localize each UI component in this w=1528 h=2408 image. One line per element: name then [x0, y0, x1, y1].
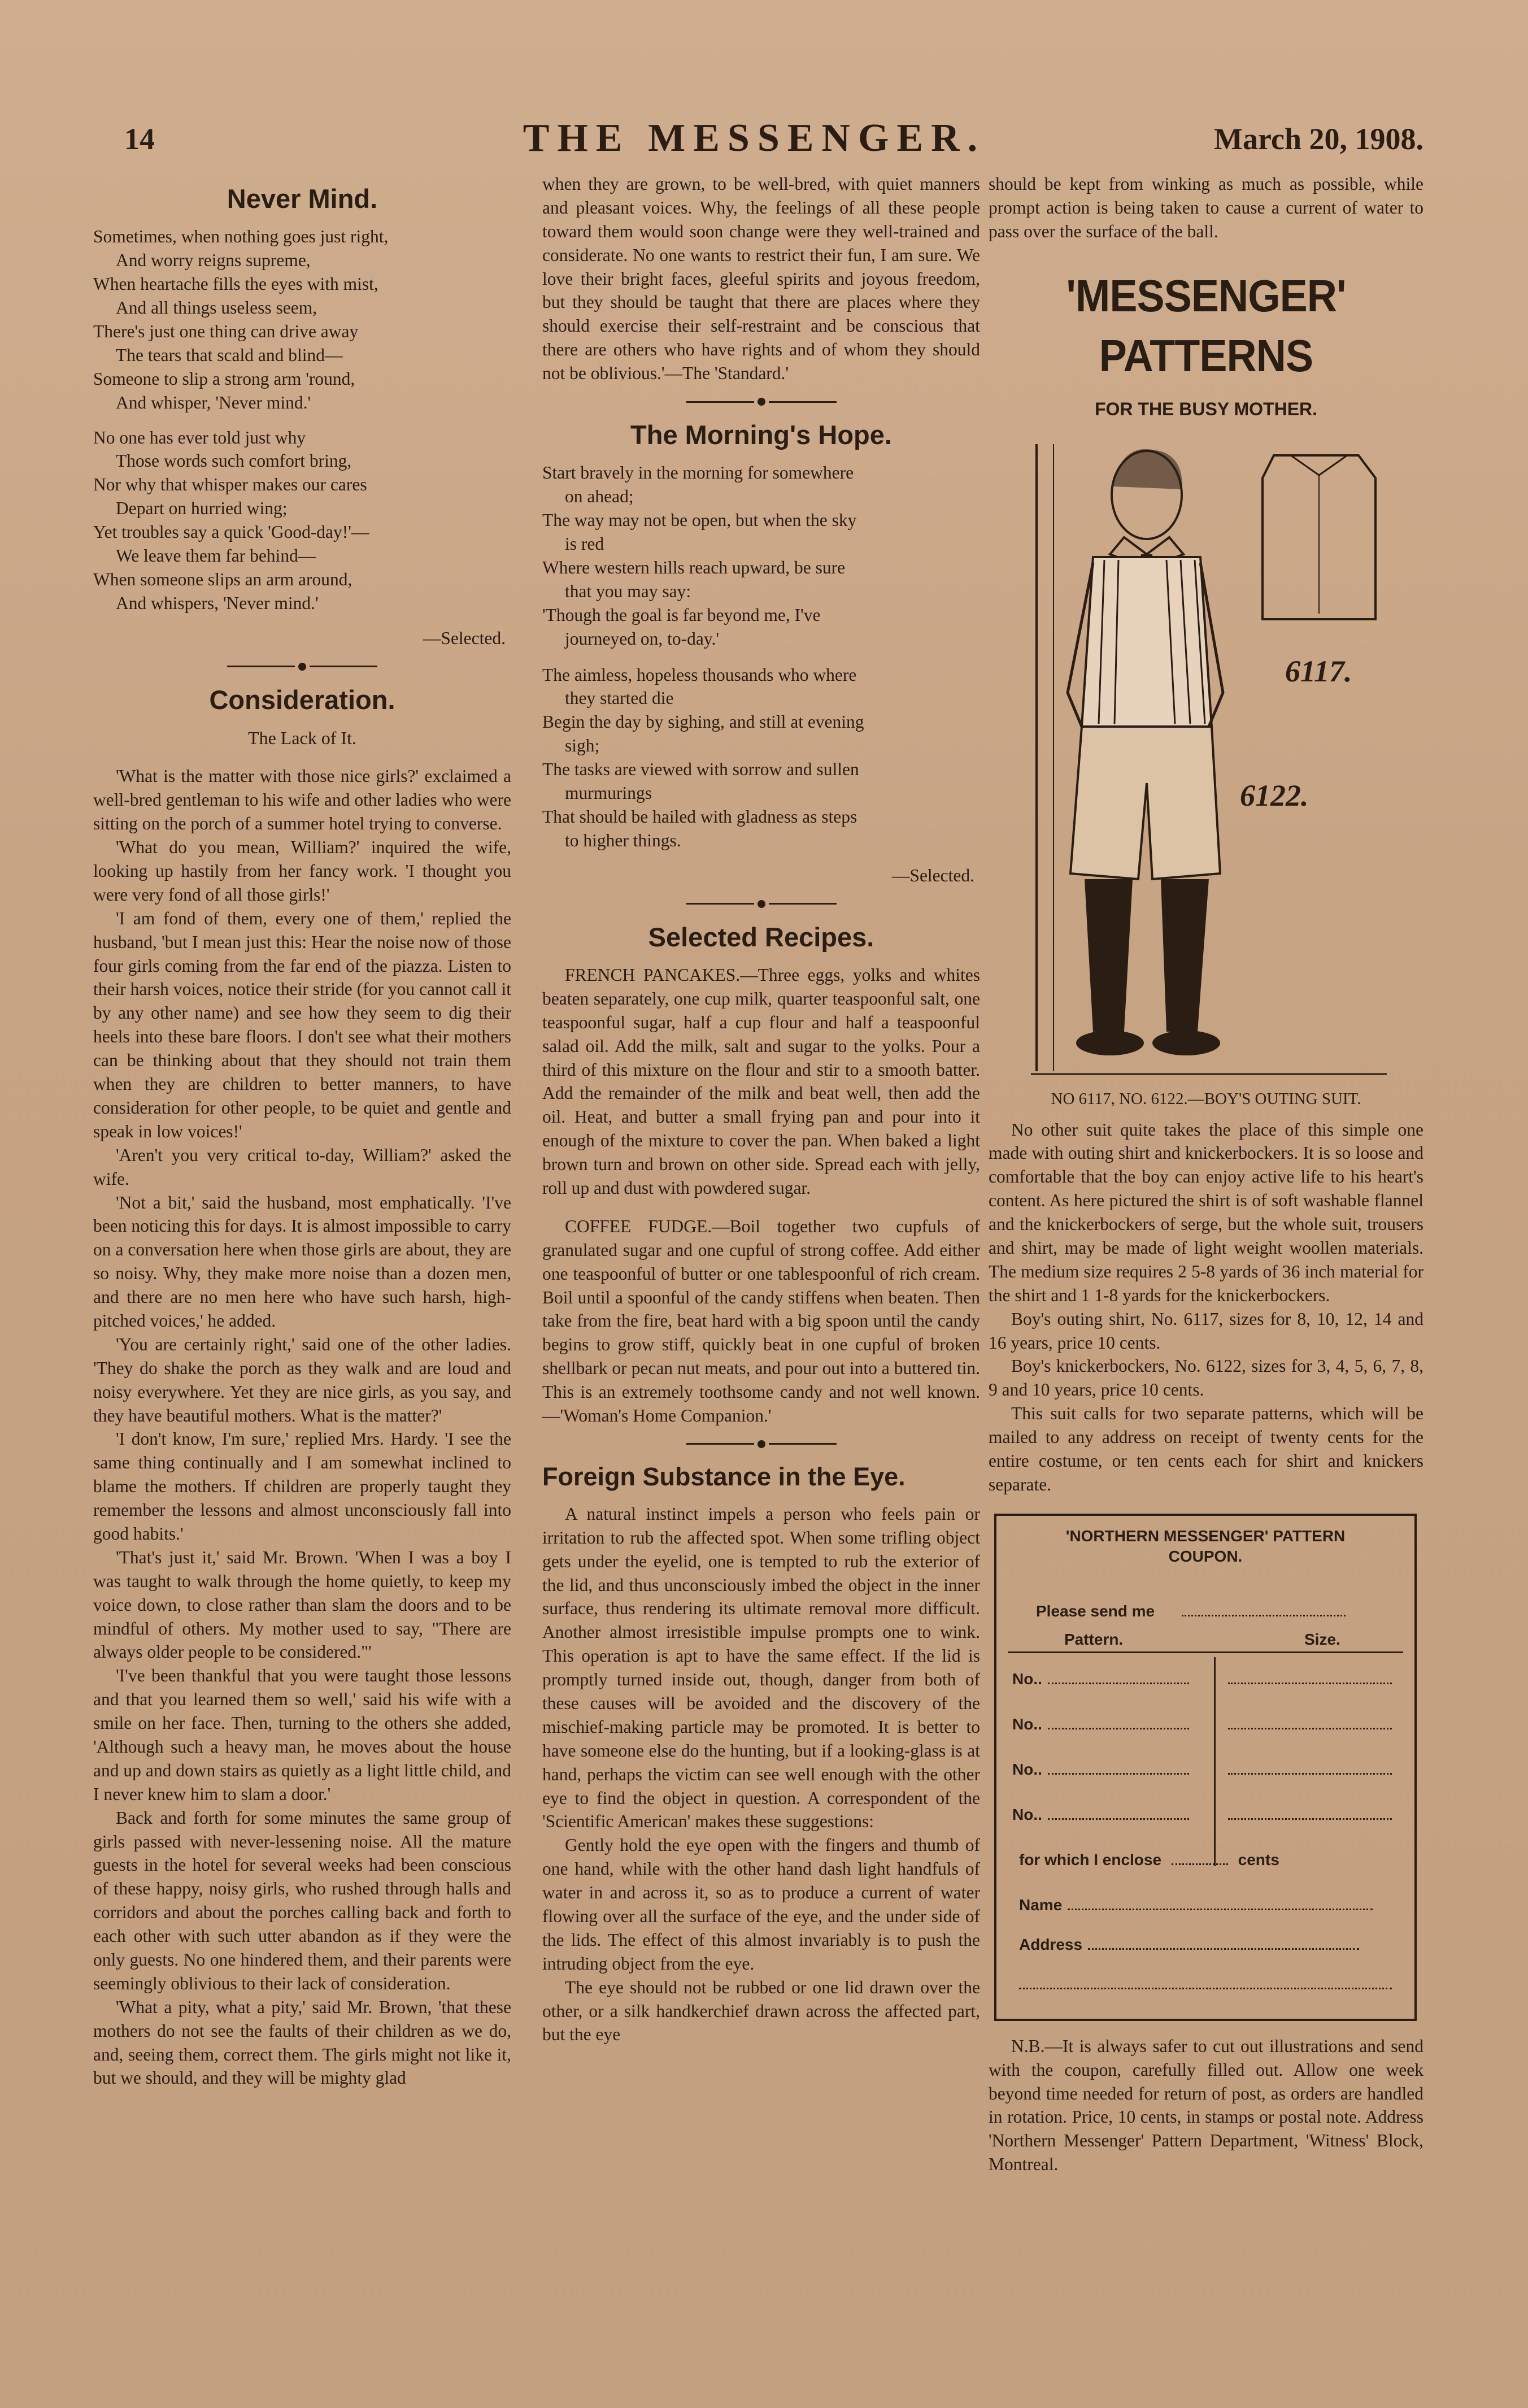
- page-number: 14: [124, 122, 155, 156]
- coupon-enclose-line[interactable]: for which I enclose cents: [1019, 1850, 1279, 1868]
- column-1: [93, 175, 511, 2090]
- poem-line: And whispers, 'Never mind.': [116, 593, 319, 613]
- poem-line: Begin the day by sighing, and still at evening: [542, 712, 864, 732]
- paragraph: 'You are certainly right,' said one of the other ladies. 'They do shake the porch as they walk and are loud and noisy everywhere. Yet they are nice girls, as you say, and they have beautiful mothers. What is the matter?': [93, 1334, 511, 1425]
- coupon-address-line-2[interactable]: [1019, 1974, 1392, 1994]
- pattern-coupon[interactable]: [994, 1514, 1417, 2021]
- paragraph: Gently hold the eye open with the fingers and thumb of one hand, while with the other hand dash light handfuls of water in and across it, so as to produce a current of water flowing over all the surface of the eye, and the under side of the lids. The effect of this almost invariably is to push the intruding object from the eye.: [542, 1835, 980, 1974]
- poem-line: is red: [565, 534, 604, 554]
- poem-line: Where western hills reach upward, be sure: [542, 557, 846, 577]
- paragraph-continued: should be kept from winking as much as possible, while prompt action is being taken to cause a current of water to pass over the surface of the ball.: [989, 174, 1423, 241]
- poem-line: Someone to slip a strong arm 'round,: [93, 368, 355, 389]
- paragraph-continued: when they are grown, to be well-bred, with quiet manners and pleasant voices. Why, the feelings of all these people toward them would soon change were they well-trained and considerate. No one wants to restrict their fun, I am sure. We love their bright faces, gleeful spirits and joyous freedom, but they should be taught that there are places where they should exercise their self-restraint and be conscious that there are others who have rights and of whom they should not be oblivious.'—The 'Standard.': [542, 174, 980, 384]
- poem-line: Nor why that whisper makes our cares: [93, 475, 367, 495]
- poem-line: Sometimes, when nothing goes just right,: [93, 227, 389, 247]
- coupon-column-divider: [1214, 1657, 1216, 1866]
- patterns-heading: 'MESSENGER' PATTERNS: [1066, 270, 1346, 381]
- poem-line: Start bravely in the morning for somewhere: [542, 463, 854, 483]
- column-3: [989, 172, 1423, 2176]
- recipe-paragraph: FRENCH PANCAKES.—Three eggs, yolks and whites beaten separately, one cup milk, quarter teaspoonful salt, one teaspoonful sugar, half a cup flour and half a teaspoonful salad oil. Add the milk, salt and sugar to the yolks. Pour a third of this mixture on the flour and stir to a smooth batter. Add the remainder of the milk and beat well, then add the oil. Heat, and butter a small frying pan and pour into it enough of the mixture to cover the pan. When baked a light brown turn and brown on other side. Spread each with jelly, roll up and dust with powdered sugar.: [542, 964, 980, 1198]
- illustration-caption: NO 6117, NO. 6122.—BOY'S OUTING SUIT.: [1051, 1090, 1361, 1108]
- paragraph: No other suit quite takes the place of this simple one made with outing shirt and knickerbockers. It is so loose and comfortable that the boy can enjoy active life to his heart's content. As here pictured the shirt is of soft washable flannel and the knickerbockers of serge, but the whole suit, trousers and shirt, may be made of light weight woollen materials. The medium size requires 2 5-8 yards of 36 inch material for the shirt and 1 1-8 yards for the knickerbockers.: [989, 1119, 1423, 1305]
- poem-line: There's just one thing can drive away: [93, 321, 359, 341]
- article-title-consideration: Consideration.: [209, 684, 395, 715]
- paragraph: 'I've been thankful that you were taught those lessons and that you learned them so well,' said his wife with a smile on her face. Then, turning to the others she added, 'Although such a heavy man, he moves about the house and up and down stairs as quietly as a light little child, and I never knew him to slam a door.': [93, 1666, 511, 1804]
- poem-line: on ahead;: [565, 486, 634, 507]
- poem-line: sigh;: [565, 736, 600, 756]
- poem-line: they started die: [565, 688, 674, 709]
- paragraph: A natural instinct impels a person who feels pain or irritation to rub the affected spot. When some trifling object gets under the eyelid, one is tempted to rub the exterior of the lid, and thus unconsciously imbed the object in the inner surface, thus rendering its ultimate removal more difficult. Another almost irresistible impulse prompts one to wink. This operation is apt to have the same effect. If the lid is promptly turned inside out, though, danger from both of these causes will be avoided and the discovery of the mischief-making particle may be promoted. It is better to have someone else do the hunting, but if a looking-glass is at hand, perhaps the victim can see well enough with the other eye to find the object in question. A correspondent of the 'Scientific American' makes these suggestions:: [542, 1503, 980, 1832]
- poem-line: When heartache fills the eyes with mist,: [93, 274, 378, 294]
- paragraph: 'What do you mean, William?' inquired the wife, looking up hastily from her fancy work. 'I thought you were very fond of all those girls!': [93, 837, 511, 905]
- label-6117: 6117.: [1285, 654, 1352, 688]
- recipe-paragraph: COFFEE FUDGE.—Boil together two cupfuls of granulated sugar and one cupful of strong coffee. Add either one teaspoonful of butter or one tablespoonful of rich cream. Boil until a spoonful of the candy stiffens when beaten. Then take from the fire, beat hard with a big spoon until the candy begins to grow stiff, quickly beat in one cupful of broken shellbark or pecan nut meats, and pour out into a buttered tin. This is an extremely toothsome candy and not well known.—'Woman's Home Companion.': [542, 1216, 980, 1425]
- coupon-pattern-header: Pattern.: [1064, 1630, 1124, 1648]
- coupon-size-line[interactable]: [1228, 1714, 1392, 1735]
- paragraph: 'Not a bit,' said the husband, most emphatically. 'I've been noticing this for days. It is almost impossible to carry on a conversation here when those girls are about, they are so noisy. Why, they make more noise than a dozen men, and there are no men here who have such harsh, high-pitched voices,' he added.: [93, 1192, 511, 1331]
- patterns-subheading: FOR THE BUSY MOTHER.: [1094, 399, 1318, 420]
- poem-line: Depart on hurried wing;: [116, 498, 288, 519]
- label-6122: 6122.: [1240, 779, 1309, 812]
- nb-note: N.B.—It is always safer to cut out illustrations and send with the coupon, carefully filled out. Allow one week beyond time needed for return of post, as orders are handled in rotation. Price, 10 cents, in stamps or postal note. Address 'Northern Messenger' Pattern Department, 'Witness' Block, Montreal.: [989, 2036, 1423, 2175]
- poem-line: That should be hailed with gladness as steps: [542, 806, 857, 827]
- poem-line: Yet troubles say a quick 'Good-day!'—: [93, 522, 369, 542]
- poem-line: Those words such comfort bring,: [116, 451, 352, 471]
- paragraph: Boy's outing shirt, No. 6117, sizes for 8, 10, 12, 14 and 16 years, price 10 cents.: [989, 1309, 1423, 1353]
- poem-line: And worry reigns supreme,: [116, 250, 311, 271]
- issue-date: March 20, 1908.: [1214, 122, 1423, 156]
- coupon-pattern-line[interactable]: No..: [1012, 1714, 1189, 1735]
- poem-line: that you may say:: [565, 581, 691, 601]
- poem-line: murmurings: [565, 783, 652, 803]
- paragraph: 'What is the matter with those nice girls?' exclaimed a well-bred gentleman to his wife and other ladies who were sitting on the porch of a summer hotel trying to converse.: [93, 766, 511, 834]
- coupon-size-line[interactable]: [1228, 1759, 1392, 1780]
- poem-mornings-hope: [542, 461, 980, 852]
- article-subtitle: The Lack of It.: [248, 727, 356, 748]
- poem-line: The way may not be open, but when the sky: [542, 510, 857, 531]
- paragraph: 'That's just it,' said Mr. Brown. 'When I was a boy I was taught to walk through the home quietly, to keep my voice down, to close rather than slam the doors and to be mindful of others. My mother used to say, "There are always older people to be considered."': [93, 1547, 511, 1662]
- article-title-foreign-substance: Foreign Substance in the Eye.: [542, 1462, 906, 1491]
- paragraph: 'What a pity, what a pity,' said Mr. Brown, 'that these mothers do not see the faults of their children as we do, and, seeing them, correct them. The girls might not like it, but we should, and they will be mighty glad: [93, 1997, 511, 2088]
- poem-line: The tears that scald and blind—: [116, 345, 343, 365]
- coupon-pattern-line[interactable]: No..: [1012, 1759, 1189, 1780]
- poem-line: And whisper, 'Never mind.': [116, 392, 311, 412]
- coupon-title: 'NORTHERN MESSENGER' PATTERN COUPON.: [1065, 1527, 1346, 1566]
- poem-line: We leave them far behind—: [116, 545, 316, 566]
- paragraph: 'I don't know, I'm sure,' replied Mrs. Hardy. 'I see the same thing continually and I am somewhat inclined to blame the mothers. If children are properly taught they remember the lessons and almost unconsciously fall into good habits.': [93, 1429, 511, 1544]
- poem-line: to higher things.: [565, 830, 681, 850]
- column-2: [542, 172, 980, 2046]
- section-separator: [542, 398, 980, 406]
- coupon-pattern-line[interactable]: No..: [1012, 1668, 1189, 1689]
- coupon-pattern-line[interactable]: No..: [1012, 1804, 1189, 1825]
- attribution: —Selected.: [891, 865, 974, 885]
- boy-outing-suit-illustration: [1014, 433, 1398, 1083]
- coupon-please-send: Please send me: [1036, 1601, 1346, 1622]
- poem-line: journeyed on, to-day.': [565, 628, 720, 649]
- poem-line: The tasks are viewed with sorrow and sullen: [542, 759, 859, 780]
- paragraph: 'I am fond of them, every one of them,' replied the husband, 'but I mean just this: Hear the noise now of those four girls coming from the far end of the piazza. Listen to their harsh voices, notice their stride (for you cannot call it by any other name) and see how they seem to dig their heels into these bare floors. I don't see what their mothers can be thinking about that they should not train them when they are children to better manners, to have consideration for other people, to be quiet and gentle and speak in low voices!': [93, 908, 511, 1141]
- poem-line: And all things useless seem,: [116, 298, 317, 318]
- section-separator: [542, 1440, 980, 1448]
- paragraph: Back and forth for some minutes the same group of girls passed with never-lessening noise. All the mature guests in the hotel for several weeks had been conscious of these happy, noisy girls, who rushed through halls and corridors and about the porches calling back and forth to each other with such utter abandon as if they were the only guests. No one hindered them, and their parents were seemingly oblivious to their lack of consideration.: [93, 1807, 511, 1993]
- poem-stanza-1: [93, 225, 511, 414]
- poem-line: When someone slips an arm around,: [93, 569, 352, 589]
- coupon-address-line[interactable]: Address: [1019, 1934, 1359, 1955]
- poem-line: 'Though the goal is far beyond me, I've: [542, 605, 821, 625]
- paragraph: 'Aren't you very critical to-day, William?' asked the wife.: [93, 1145, 511, 1189]
- coupon-size-header: Size.: [1304, 1630, 1340, 1648]
- article-title-recipes: Selected Recipes.: [648, 922, 874, 952]
- poem-line: The aimless, hopeless thousands who where: [542, 664, 857, 685]
- attribution: —Selected.: [423, 628, 506, 648]
- article-title-mornings-hope: The Morning's Hope.: [630, 420, 892, 450]
- page-header: [85, 116, 1423, 167]
- coupon-name-line[interactable]: Name: [1019, 1894, 1373, 1915]
- poem-line: No one has ever told just why: [93, 427, 306, 447]
- paragraph: The eye should not be rubbed or one lid drawn over the other, or a silk handkerchief drawn across the affected part, but the eye: [542, 1977, 980, 2045]
- section-separator: [542, 900, 980, 908]
- paragraph: Boy's knickerbockers, No. 6122, sizes for 3, 4, 5, 6, 7, 8, 9 and 10 years, price 10 cents.: [989, 1356, 1423, 1400]
- coupon-divider: [1008, 1651, 1403, 1653]
- poem-stanza-2: [93, 426, 511, 615]
- paragraph: This suit calls for two separate patterns, which will be mailed to any address on receipt of twenty cents for the entire costume, or ten cents each for shirt and knickers separate.: [989, 1403, 1423, 1494]
- coupon-size-line[interactable]: [1228, 1668, 1392, 1689]
- section-separator: [93, 663, 511, 671]
- masthead-title: THE MESSENGER.: [523, 116, 986, 160]
- coupon-size-line[interactable]: [1228, 1804, 1392, 1825]
- article-title-never-mind: Never Mind.: [227, 184, 378, 214]
